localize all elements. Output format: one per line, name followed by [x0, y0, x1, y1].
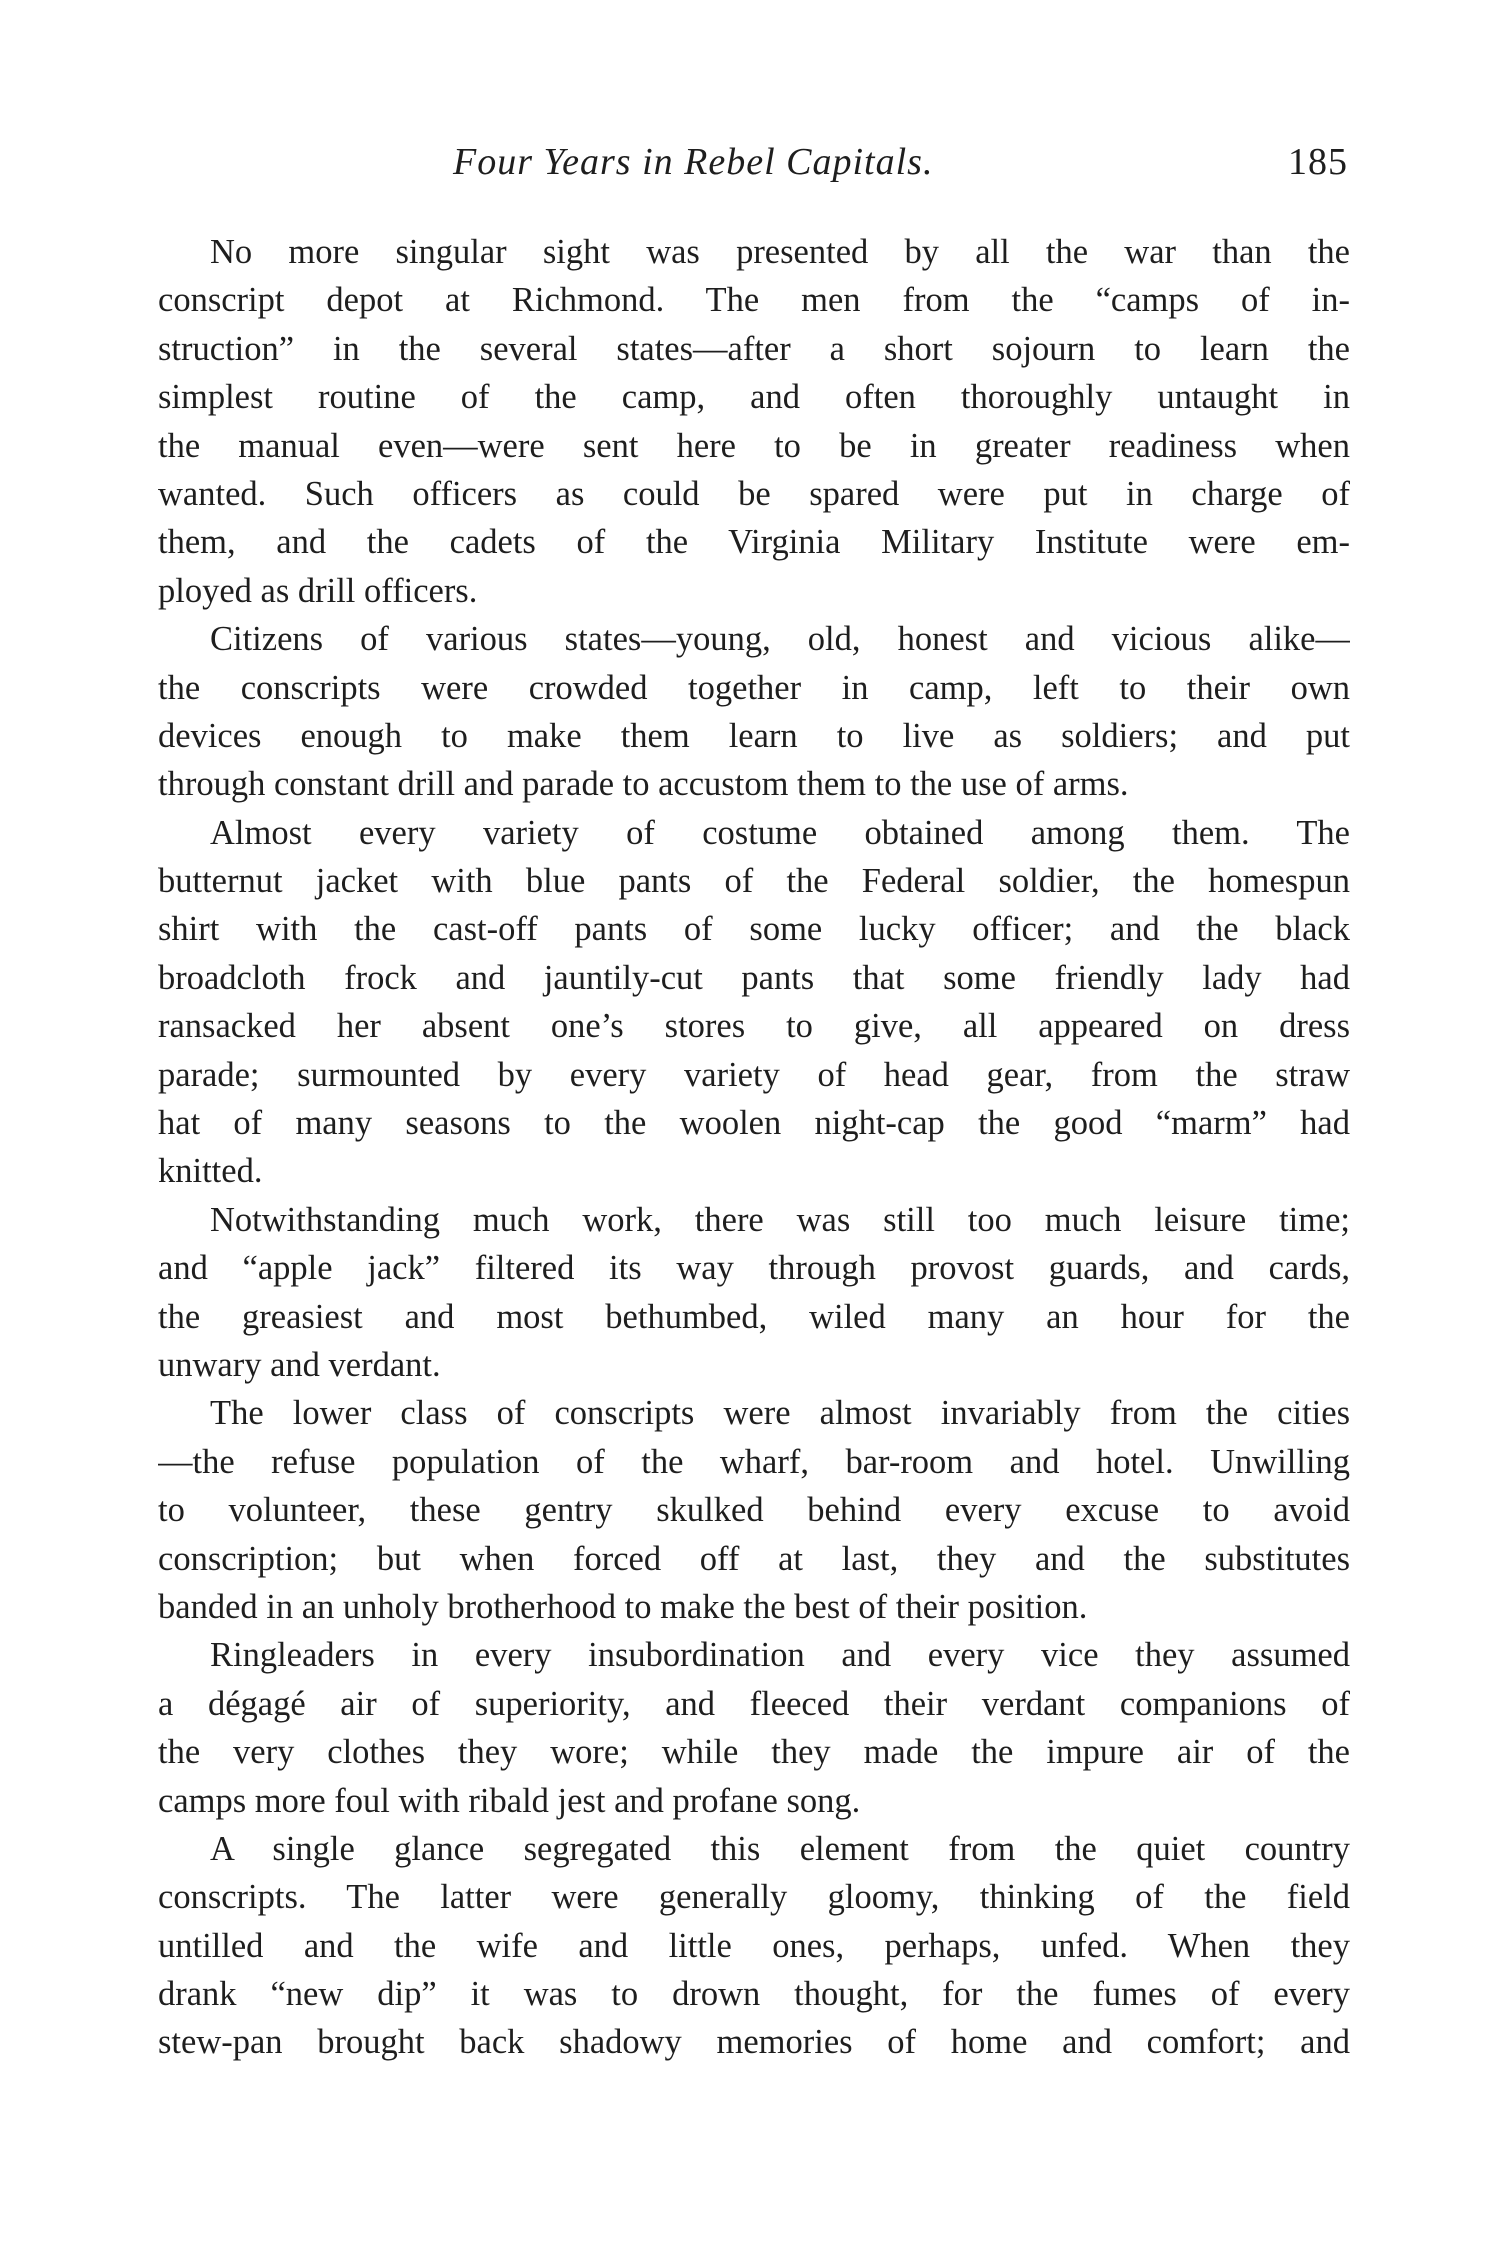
- text-line: through constant drill and parade to accustom them to the use of arms.: [158, 765, 1129, 804]
- text-line: the manual even—were sent here to be in greater readiness when: [158, 426, 1350, 465]
- text-line: parade; surmounted by every variety of head gear, from the straw: [158, 1055, 1350, 1094]
- text-line: ployed as drill officers.: [158, 571, 478, 610]
- text-line: struction” in the several states—after a short sojourn to learn the: [158, 329, 1350, 368]
- text-line: unwary and verdant.: [158, 1345, 441, 1384]
- text-line: to volunteer, these gentry skulked behind every excuse to avoid: [158, 1491, 1350, 1530]
- text-line: them, and the cadets of the Virginia Military Institute were em-: [158, 523, 1350, 562]
- text-line: a dégagé air of superiority, and fleeced their verdant companions of: [158, 1684, 1350, 1723]
- text-line: shirt with the cast-off pants of some lucky officer; and the black: [158, 910, 1350, 949]
- paragraph-first-line: Notwithstanding much work, there was still too much leisure time;: [210, 1200, 1350, 1239]
- paragraph-first-line: The lower class of conscripts were almost invariably from the cities: [210, 1394, 1350, 1433]
- text-line: butternut jacket with blue pants of the Federal soldier, the homespun: [158, 862, 1350, 901]
- text-line: ransacked her absent one’s stores to give, all appeared on dress: [158, 1007, 1350, 1046]
- text-line: the greasiest and most bethumbed, wiled many an hour for the: [158, 1297, 1350, 1336]
- text-line: banded in an unholy brotherhood to make the best of their position.: [158, 1587, 1088, 1626]
- text-line: untilled and the wife and little ones, perhaps, unfed. When they: [158, 1926, 1350, 1965]
- text-line: and “apple jack” filtered its way through provost guards, and cards,: [158, 1249, 1350, 1288]
- text-line: camps more foul with ribald jest and profane song.: [158, 1781, 861, 1820]
- text-line: the conscripts were crowded together in camp, left to their own: [158, 668, 1350, 707]
- text-line: hat of many seasons to the woolen night-cap the good “marm” had: [158, 1104, 1350, 1143]
- text-line: stew-pan brought back shadowy memories of home and comfort; and: [158, 2023, 1350, 2062]
- running-title: Four Years in Rebel Capitals.: [453, 141, 934, 183]
- text-line: drank “new dip” it was to drown thought, for the fumes of every: [158, 1975, 1350, 2014]
- text-line: simplest routine of the camp, and often thoroughly untaught in: [158, 378, 1350, 417]
- text-line: devices enough to make them learn to live as soldiers; and put: [158, 716, 1350, 755]
- running-head: [158, 140, 1348, 190]
- text-line: wanted. Such officers as could be spared were put in charge of: [158, 474, 1350, 513]
- text-line: knitted.: [158, 1152, 263, 1191]
- paragraph-first-line: No more singular sight was presented by all the war than the: [210, 233, 1350, 271]
- text-line: the very clothes they wore; while they made the impure air of the: [158, 1733, 1350, 1772]
- text-line: conscripts. The latter were generally gloomy, thinking of the field: [158, 1878, 1350, 1917]
- paragraph-first-line: A single glance segregated this element from the quiet country: [210, 1829, 1350, 1868]
- page-number: 185: [1288, 141, 1348, 183]
- paragraph-first-line: Almost every variety of costume obtained among them. The: [210, 813, 1350, 852]
- paragraph-first-line: Citizens of various states—young, old, honest and vicious alike—: [210, 620, 1350, 659]
- text-line: broadcloth frock and jauntily-cut pants that some friendly lady had: [158, 958, 1350, 997]
- text-line: conscript depot at Richmond. The men from the “camps of in-: [158, 281, 1350, 320]
- text-line: —the refuse population of the wharf, bar-room and hotel. Unwilling: [158, 1442, 1350, 1481]
- text-line: conscription; but when forced off at last, they and the substitutes: [158, 1539, 1350, 1578]
- body-text: [158, 228, 1350, 2067]
- paragraph-first-line: Ringleaders in every insubordination and every vice they assumed: [210, 1636, 1350, 1675]
